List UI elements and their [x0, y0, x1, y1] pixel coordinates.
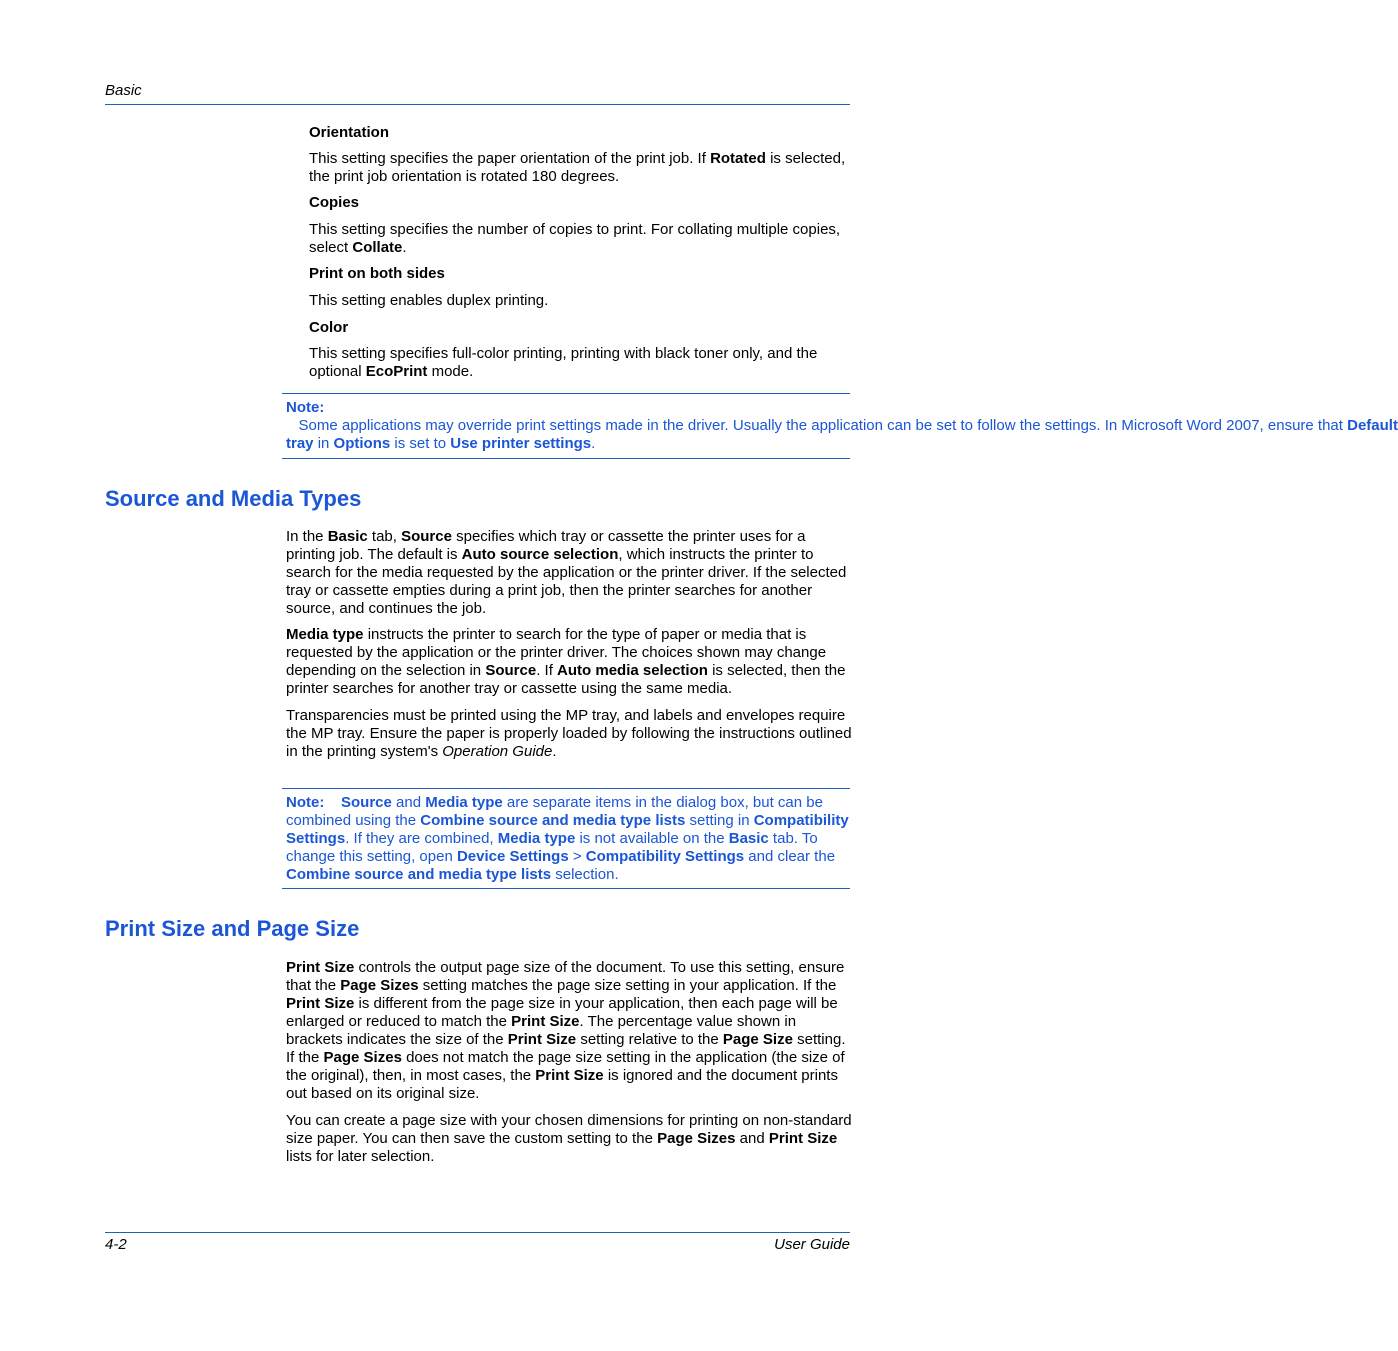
source-media-body	[286, 528, 856, 761]
copies-setting	[309, 194, 857, 257]
color-heading: Color	[309, 319, 349, 336]
section-title-print-size: Print Size and Page Size	[105, 916, 360, 941]
copies-heading: Copies	[309, 194, 360, 211]
orientation-heading: Orientation	[309, 124, 390, 141]
source-paragraph: In the Basic tab, Source specifies which tray or cassette the printer uses for a printing job. The default is Auto source selection, which instructs the printer to search for the media requested by the application or the printer driver. If the selected tray or cassette empties during a print job, then the printer searches for another source, and continues the job.	[286, 528, 847, 617]
orientation-description: This setting specifies the paper orientation of the print job. If Rotated is selected, the print job orientation is rotated 180 degrees.	[309, 150, 846, 185]
note-print-settings: Note: Some applications may override print settings made in the driver. Usually the application can be set to follow the settings. In Microsoft Word 2007, ensure that Default tray in Options is set to Use printer settings.	[282, 393, 850, 459]
print-size-body	[286, 959, 856, 1166]
running-header: Basic	[105, 82, 142, 99]
color-description: This setting specifies full-color printing, printing with black toner only, and the optional EcoPrint mode.	[309, 345, 818, 380]
note-combine-source-media: Note: Source and Media type are separate items in the dialog box, but can be combined using the Combine source and media type lists setting in Compatibility Settings. If they are combined, Media type is not available on the Basic tab. To change this setting, open Device Settings > Compatibility Settings and clear the Combine source and media type lists selection.	[282, 788, 850, 889]
page-number: 4-2	[105, 1236, 127, 1253]
footer-rule	[105, 1232, 850, 1233]
custom-page-size-paragraph: You can create a page size with your chosen dimensions for printing on non-standard size paper. You can then save the custom setting to the Page Sizes and Print Size lists for later selection.	[286, 1112, 852, 1165]
guide-name: User Guide	[774, 1236, 850, 1253]
print-size-paragraph: Print Size controls the output page size of the document. To use this setting, ensure that the Page Sizes setting matches the page size setting in your application. If the Print Size is different from the page size in your application, then each page will be enlarged or reduced to match the Print Size. The percentage value shown in brackets indicates the size of the Print Size setting relative to the Page Size setting. If the Page Sizes does not match the page size setting in the application (the size of the original), then, in most cases, the Print Size is ignored and the document prints out based on its original size.	[286, 959, 846, 1102]
duplex-description: This setting enables duplex printing.	[309, 292, 549, 309]
section-title-source-media: Source and Media Types	[105, 486, 362, 511]
media-type-paragraph: Media type instructs the printer to search for the type of paper or media that is requested by the application or the printer driver. The choices shown may change depending on the selection in Source. If Auto media selection is selected, then the printer searches for another tray or cassette using the same media.	[286, 626, 846, 697]
duplex-heading: Print on both sides	[309, 265, 445, 282]
header-rule	[105, 104, 850, 105]
copies-description: This setting specifies the number of copies to print. For collating multiple copies, select Collate.	[309, 221, 841, 256]
duplex-setting	[309, 265, 857, 310]
transparencies-paragraph: Transparencies must be printed using the MP tray, and labels and envelopes require the MP tray. Ensure the paper is properly loaded by following the instructions outlined in the printing system's Operation Guide.	[286, 707, 852, 760]
note-label: Note:	[286, 399, 325, 416]
note-label: Note:	[286, 794, 325, 811]
orientation-setting	[309, 124, 857, 186]
color-setting	[309, 319, 857, 381]
